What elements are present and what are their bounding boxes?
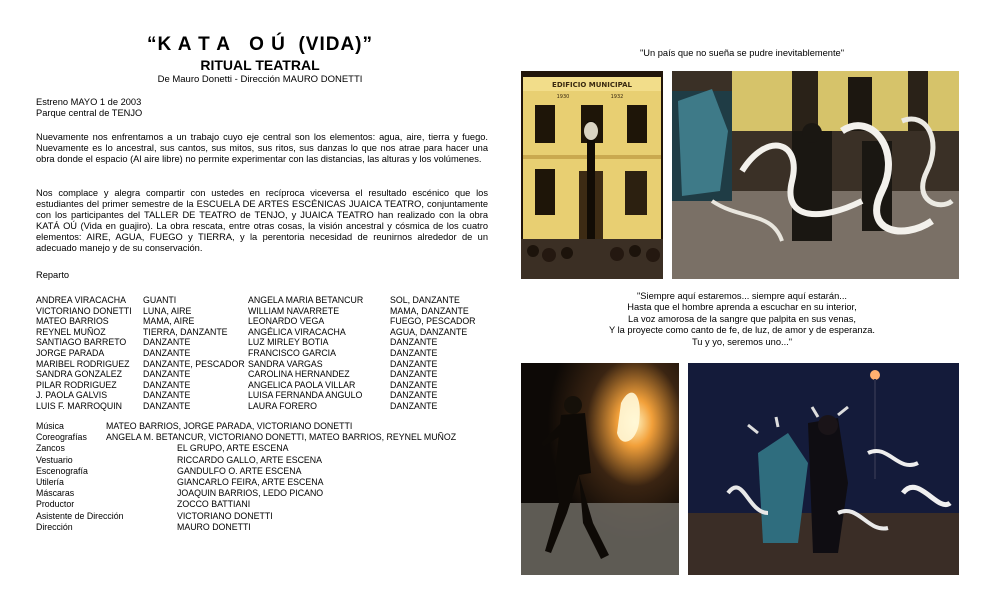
- poem-line: "Siempre aquí estaremos... siempre aquí estarán...: [637, 291, 847, 301]
- crew-value: MATEO BARRIOS, JORGE PARADA, VICTORIANO DONETTI: [106, 421, 353, 431]
- ribbon-dance-photo: [672, 71, 959, 279]
- poem-line: Tu y yo, seremos uno...": [691, 336, 793, 347]
- crew-row: [36, 421, 506, 432]
- play-title: “K A T A O Ú (VIDA)”: [146, 34, 373, 55]
- intro-paragraph: Nuevamente nos enfrentamos a un trabajo cuyo eje central son los elementos: agua, aire, tierra y fuego. Nuevamente es lo ancestral, sus cantos, sus mitos, sus ritos, sus danzas lo que nos atrae para hacer una obra donde el espacio (Al aire libre) no permite experimentar con las distancias, las alturas y los volúmenes.: [36, 132, 488, 164]
- cast-actor: ANGELICA PAOLA VILLAR: [248, 379, 356, 390]
- crew-row: [36, 455, 506, 466]
- crew-label: Música: [36, 421, 64, 431]
- night-performance-photo: [688, 363, 959, 575]
- crew-value: VICTORIANO DONETTI: [177, 510, 273, 521]
- cast-role: DANZANTE: [390, 369, 438, 380]
- crew-row: [36, 432, 506, 443]
- crew-row: [36, 511, 506, 522]
- cast-actor: LUZ MIRLEY BOTIA: [248, 337, 329, 348]
- cast-actor: MATEO BARRIOS: [36, 316, 109, 327]
- premiere-info: [36, 97, 488, 119]
- cast-actor: LAURA FORERO: [248, 400, 317, 411]
- fire-dancer-photo: [521, 363, 679, 575]
- poem-line: Hasta que el hombre aprenda a escuchar en su interior,: [627, 302, 857, 313]
- crew-credits: [36, 421, 506, 533]
- cast-role: DANZANTE: [143, 400, 191, 411]
- cast-actor: FRANCISCO GARCIA: [248, 347, 336, 358]
- poem-line: Y la proyecte como canto de fe, de luz, de amor y de esperanza.: [609, 325, 875, 336]
- poem-quote: [521, 291, 963, 348]
- cast-heading: Reparto: [36, 270, 70, 280]
- crew-label: Productor: [36, 499, 75, 510]
- crew-value: GIANCARLO FEIRA, ARTE ESCENA: [177, 476, 324, 487]
- crew-value: ANGELA M. BETANCUR, VICTORIANO DONETTI, MATEO BARRIOS, REYNEL MUÑOZ: [106, 432, 457, 443]
- cast-role: MAMA, AIRE: [143, 316, 195, 327]
- crew-value: GANDULFO O. ARTE ESCENA: [177, 465, 302, 476]
- cast-role: FUEGO, PESCADOR: [390, 316, 476, 327]
- cast-actor: ANGELA MARIA BETANCUR: [248, 295, 364, 305]
- cast-role: DANZANTE: [390, 379, 438, 390]
- premiere-place: Parque central de TENJO: [36, 108, 143, 118]
- crew-label: Zancos: [36, 443, 65, 454]
- crew-label: Dirección: [36, 521, 73, 532]
- cast-role: DANZANTE: [390, 390, 438, 401]
- cast-left-roles: [143, 295, 245, 412]
- cast-actor: CAROLINA HERNANDEZ: [248, 369, 350, 380]
- crew-label: Máscaras: [36, 488, 75, 499]
- cast-role: DANZANTE, PESCADOR: [143, 358, 245, 369]
- cast-role: SOL, DANZANTE: [390, 295, 460, 305]
- building-year-right: 1932: [610, 94, 624, 100]
- crew-value: RICCARDO GALLO, ARTE ESCENA: [177, 454, 323, 465]
- cast-role: DANZANTE: [143, 390, 191, 401]
- crew-value: JOAQUIN BARRIOS, LEDO PICANO: [177, 488, 324, 499]
- cast-actor: LUISA FERNANDA ANGULO: [248, 390, 363, 401]
- crew-label: Utilería: [36, 476, 64, 487]
- cast-actor: MARIBEL RODRIGUEZ: [36, 358, 130, 369]
- crew-row: [36, 443, 506, 454]
- cast-role: MAMA, DANZANTE: [390, 305, 469, 316]
- cast-role: DANZANTE: [390, 400, 438, 411]
- cast-actor: ANGÉLICA VIRACACHA: [248, 326, 346, 337]
- building-sign-name: EDIFICIO MUNICIPAL: [552, 81, 632, 89]
- cast-role: DANZANTE: [143, 379, 191, 390]
- cast-actor: WILLIAM NAVARRETE: [248, 305, 340, 316]
- cast-actor: ANDREA VIRACACHA: [36, 295, 126, 305]
- cast-actor: VICTORIANO DONETTI: [36, 305, 132, 316]
- crew-label: Escenografía: [36, 465, 88, 476]
- crew-row: [36, 466, 506, 477]
- crew-row: [36, 522, 506, 533]
- cast-actor: JORGE PARADA: [36, 347, 105, 358]
- description-paragraph: Nos complace y alegra compartir con ustedes en recíproca viceversa el resultado escénico que los estudiantes del primer semestre de la ESCUELA DE ARTES ESCÉNICAS JUAICA TEATRO, conjuntamente con los participantes del TALLER DE TEATRO de TENJO, y JUAICA TEATRO han realizado con la obra KATÁ OÚ (Vida en guajiro). La obra rescata, entre otras cosas, la visión ancestral y cósmica de los cuatro elementos: AIRE, AGUA, FUEGO y TIERRA, y la perentoria necesidad de reunirnos alrededor de un adecuado manejo y de su conservación.: [36, 188, 488, 253]
- crew-label: Coreografías: [36, 432, 87, 443]
- crew-value: ZOCCO BATTIANI: [177, 499, 251, 510]
- cast-role: DANZANTE: [143, 369, 191, 380]
- play-subtitle: RITUAL TEATRAL: [200, 57, 320, 73]
- cast-role: DANZANTE: [390, 358, 438, 369]
- crew-row: [36, 499, 506, 510]
- cast-role: DANZANTE: [143, 337, 191, 348]
- building-year-left: 1930: [556, 94, 570, 100]
- cast-actor: PILAR RODRIGUEZ: [36, 379, 117, 390]
- crew-label: Asistente de Dirección: [36, 510, 124, 521]
- cast-role: LUNA, AIRE: [143, 305, 192, 316]
- cast-role: DANZANTE: [143, 347, 191, 358]
- crew-row: [36, 477, 506, 488]
- cast-actor: LUIS F. MARROQUIN: [36, 400, 123, 411]
- cast-left-actors: [36, 295, 132, 412]
- cast-role: TIERRA, DANZANTE: [143, 326, 228, 337]
- cast-right-actors: [248, 295, 363, 412]
- cast-actor: LEONARDO VEGA: [248, 316, 325, 327]
- cast-actor: SANTIAGO BARRETO: [36, 337, 127, 348]
- author-credit: De Mauro Donetti - Dirección MAURO DONETTI: [157, 74, 363, 85]
- crew-label: Vestuario: [36, 454, 73, 465]
- cast-role: DANZANTE: [390, 347, 438, 358]
- building-photo: [521, 71, 663, 279]
- premiere-date: Estreno MAYO 1 de 2003: [36, 97, 142, 107]
- crew-row: [36, 488, 506, 499]
- crew-value: MAURO DONETTI: [177, 521, 251, 532]
- cast-actor: SANDRA GONZALEZ: [36, 369, 123, 380]
- crew-value: EL GRUPO, ARTE ESCENA: [177, 443, 289, 454]
- cast-actor: SANDRA VARGAS: [248, 358, 323, 369]
- cast-right-roles: [390, 295, 476, 412]
- cast-role: AGUA, DANZANTE: [390, 326, 468, 337]
- cast-actor: J. PAOLA GALVIS: [36, 390, 108, 401]
- cast-role: GUANTI: [143, 295, 177, 305]
- cast-role: DANZANTE: [390, 337, 438, 348]
- cast-actor: REYNEL MUÑOZ: [36, 326, 106, 337]
- poem-line: La voz amorosa de la sangre que palpita en sus venas,: [628, 313, 856, 324]
- top-quote: "Un país que no sueña se pudre inevitablemente": [639, 48, 845, 58]
